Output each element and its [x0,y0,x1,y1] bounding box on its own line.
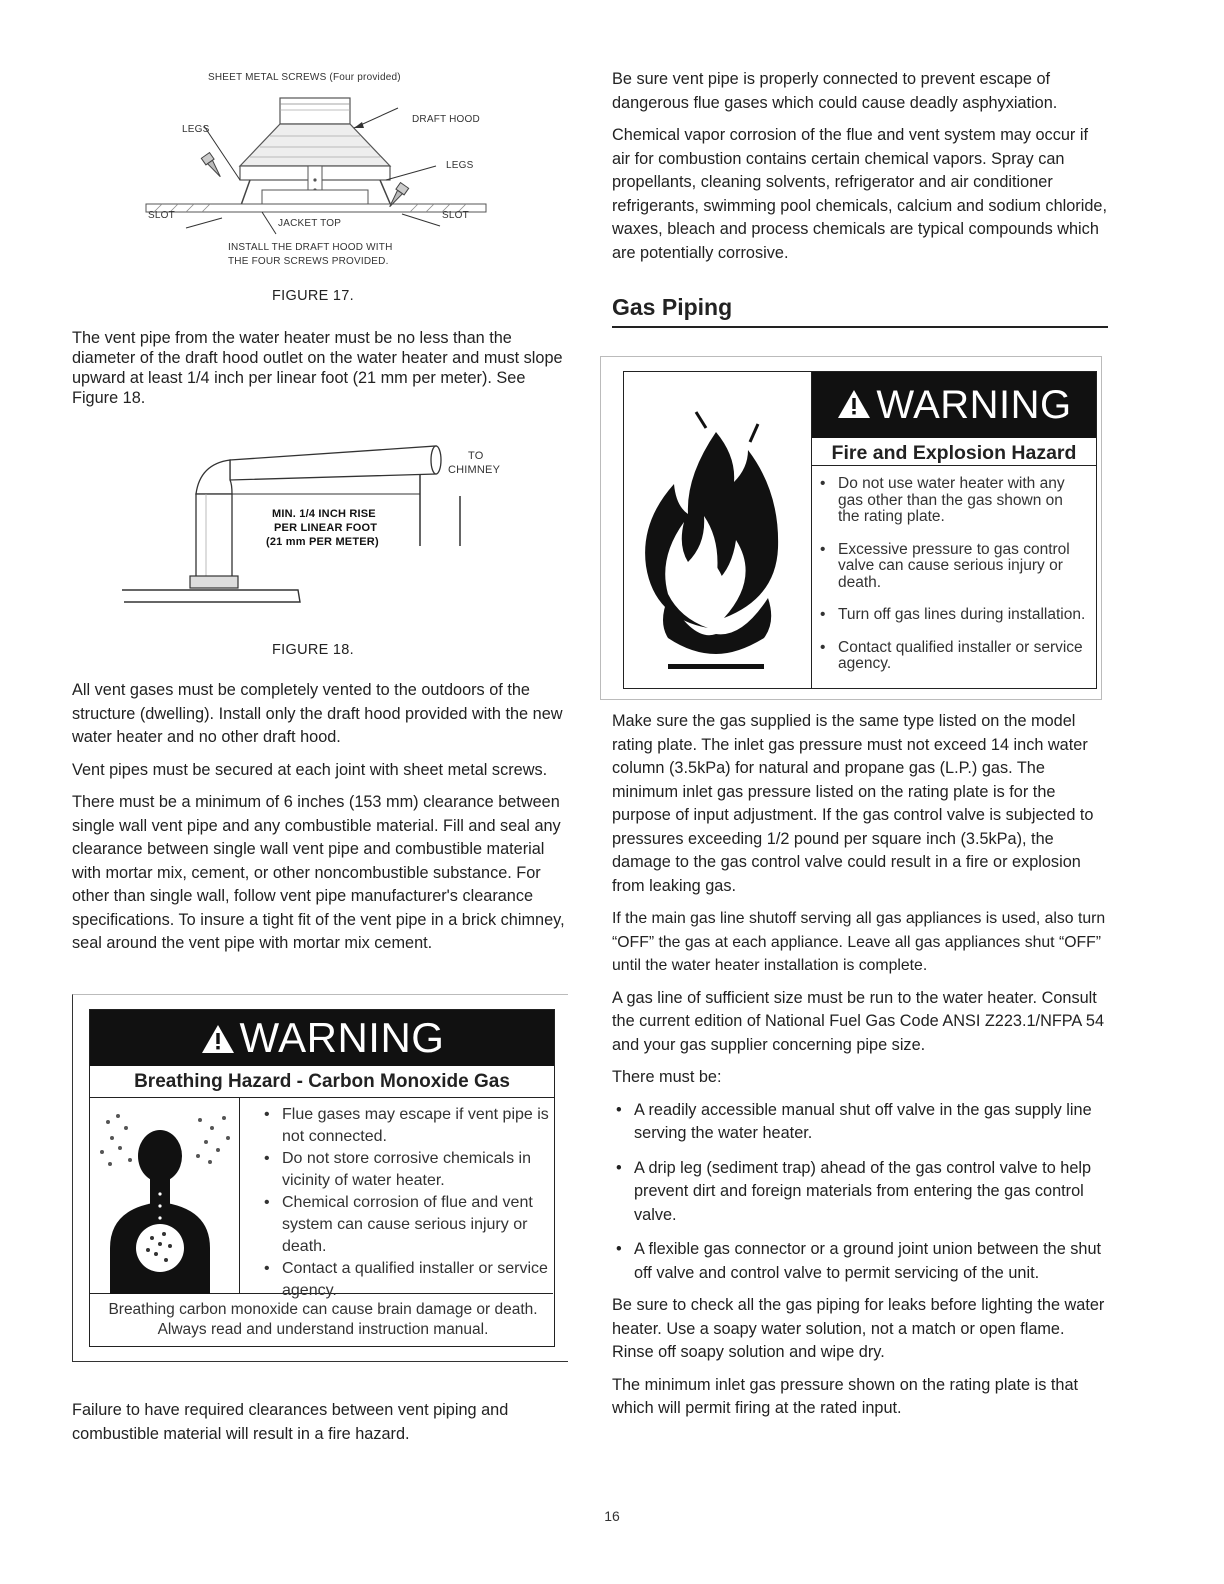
warning-fire-box [600,356,1102,700]
label-draft-hood: DRAFT HOOD [412,114,480,125]
co-bullet-3: • Chemical corrosion of flue and vent system can cause serious injury or death. [260,1192,550,1258]
min-pressure-paragraph: The minimum inlet gas pressure shown on the rating plate is that which will permit firing at the rated input. [612,1375,1079,1417]
warning-fire-banner [812,372,1096,438]
co-inhalation-pictogram [90,1098,240,1294]
warning-co-banner-text: WARNING [239,1014,445,1061]
figure-17-note-line2: THE FOUR SCREWS PROVIDED. [228,256,389,267]
gas-piping-heading [612,294,1108,328]
warning-co-banner [90,1010,554,1066]
label-to: TO [468,450,484,462]
vent-connection-paragraph: Be sure vent pipe is properly connected to prevent escape of dangerous flue gases which could cause deadly asphyxiation. [612,70,1058,112]
rise-text-line2: PER LINEAR FOOT [274,522,378,534]
warning-co-box [72,994,568,1362]
vent-gases-paragraph: All vent gases must be completely vented to the outdoors of the structure (dwelling). Install only the draft hood provided with the new water heater and no other draft hood. [72,681,563,746]
requirement-2: • A drip leg (sediment trap) ahead of the gas control valve to help prevent dirt and foreign materials from entering the gas control valve. [612,1157,1108,1228]
label-legs-left: LEGS [182,124,210,135]
figure-17-note-line1: INSTALL THE DRAFT HOOD WITH [228,242,393,253]
page-number: 16 [604,1508,620,1524]
label-legs-right: LEGS [446,160,474,171]
label-slot-left: SLOT [148,210,175,221]
label-jacket-top: JACKET TOP [278,218,342,229]
warning-triangle-icon-2 [836,374,872,440]
requirements-list [612,1099,1108,1286]
gas-piping-heading-text: Gas Piping [612,294,733,320]
co-bullet-1: • Flue gases may escape if vent pipe is not connected. [260,1104,550,1148]
person-breathing-gas-icon [90,1098,240,1294]
fire-hazard-paragraph: Failure to have required clearances between vent piping and combustible material will result in a fire hazard. [72,1401,509,1443]
warning-fire-subtitle: Fire and Explosion Hazard [812,438,1096,466]
figure-17 [140,64,510,309]
there-must-be-paragraph: There must be: [612,1068,722,1086]
vent-screws-paragraph: Vent pipes must be secured at each joint with sheet metal screws. [72,760,548,779]
warning-co-footer: Breathing carbon monoxide can cause brain damage or death. Always read and understand instruction manual. [108,1301,538,1338]
warning-co-bullets [260,1104,550,1302]
requirement-1: • A readily accessible manual shut off valve in the gas supply line serving the water heater. [612,1099,1108,1146]
figure-17-top-caption: SHEET METAL SCREWS (Four provided) [208,72,401,83]
co-bullet-2: • Do not store corrosive chemicals in vicinity of water heater. [260,1148,550,1192]
rise-text-line1: MIN. 1/4 INCH RISE [272,508,376,520]
warning-fire-inner [623,371,1097,689]
figure-18-title: FIGURE 18. [272,642,354,658]
shutoff-paragraph: If the main gas line shutoff serving all gas appliances is used, also turn “OFF” the gas at each appliance. Leave all gas appliances shut “OFF” until the water heater installation is complete. [612,910,1106,974]
requirement-3: • A flexible gas connector or a ground joint union between the shut off valve and control valve to permit servicing of the unit. [612,1238,1108,1285]
label-slot-right: SLOT [442,210,469,221]
warning-triangle-icon [200,1013,236,1069]
warning-co-subtitle: Breathing Hazard - Carbon Monoxide Gas [90,1066,554,1098]
label-chimney: CHIMNEY [448,464,501,476]
fire-bullet-4: • Contact qualified installer or service agency. [816,640,1088,673]
chemical-corrosion-paragraph: Chemical vapor corrosion of the flue and vent system may occur if air for combustion contains certain chemical vapors. Spray can propellants, cleaning solvents, refrigerator and air conditioner refrigerants, swimming pool chemicals, calcium and sodium chloride, waxes, bleach and process chemicals are typical compounds which are potentially corrosive. [612,126,1107,262]
vent-pipe-slope-paragraph: The vent pipe from the water heater must be no less than the diameter of the draft hood outlet on the water heater and must slope upward at least 1/4 inch per linear foot (21 mm per meter). See Figure 18. [72,329,563,407]
fire-bullet-1: • Do not use water heater with any gas other than the gas shown on the rating plate. [816,476,1088,526]
rise-text-line3: (21 mm PER METER) [266,536,379,548]
warning-fire-right [812,372,1096,688]
fire-bullet-3: • Turn off gas lines during installation. [816,607,1088,624]
warning-co-body [90,1098,553,1299]
clearance-paragraph: There must be a minimum of 6 inches (153 mm) clearance between single wall vent pipe and any combustible material. Fill and seal any clearance between single wall vent pipe and combustible material with mortar mix, cement, or other noncombustible substance. For other than single wall, follow vent pipe manufacturer's clearance specifications. To insure a tight fit of the vent pipe in a brick chimney, seal around the vent pipe with mortar mix cement. [72,793,565,952]
gas-line-size-paragraph: A gas line of sufficient size must be run to the water heater. Consult the current edition of National Fuel Gas Code ANSI Z223.1/NFPA 54 and your gas supplier concerning pipe size. [612,988,1105,1054]
flame-icon [624,372,810,688]
fire-bullet-2: • Excessive pressure to gas control valve can cause serious injury or death. [816,542,1088,592]
leak-check-paragraph: Be sure to check all the gas piping for leaks before lighting the water heater. Use a soapy water solution, not a match or open flame. Rinse off soapy solution and wipe dry. [612,1296,1105,1361]
warning-co-inner [89,1009,555,1347]
gas-type-paragraph: Make sure the gas supplied is the same type listed on the model rating plate. The inlet gas pressure must not exceed 14 inch water column (3.5kPa) for natural and propane gas (L.P.) gas. The minimum inlet gas pressure listed on the rating plate is for the purpose of input adjustment. If the gas control valve is subjected to pressures exceeding 1/2 pound per square inch (3.5kPa), the damage to the gas control valve could result in a fire or explosion from leaking gas. [612,712,1094,895]
co-bullet-4: • Contact a qualified installer or service agency. [260,1258,550,1302]
flame-pictogram [624,372,812,688]
figure-18 [120,430,520,610]
warning-fire-banner-text: WARNING [876,383,1072,427]
warning-fire-bullets [816,476,1088,673]
figure-17-title: FIGURE 17. [272,288,354,304]
vent-slope-diagram [120,430,520,610]
